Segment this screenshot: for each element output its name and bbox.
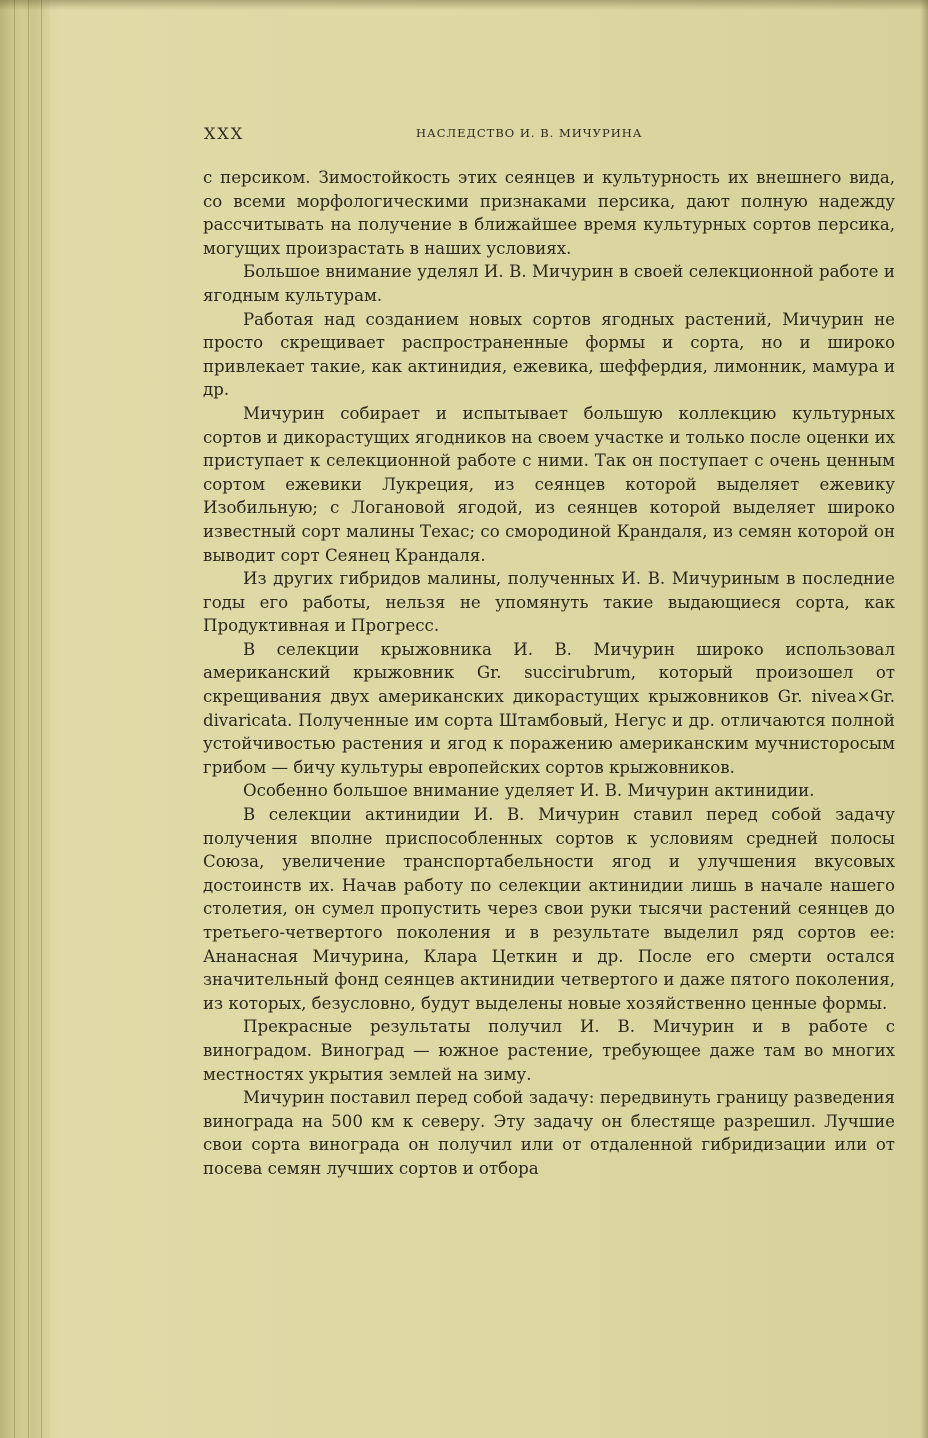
right-edge-shadow	[920, 0, 928, 1438]
body-text	[203, 166, 895, 1181]
paragraph: Прекрасные результаты получил И. В. Мичурин и в работе с виноградом. Виноград — южное растение, требующее даже там во многих местностях укрытия землей на зиму.	[203, 1017, 895, 1084]
page-number: XXX	[204, 124, 245, 143]
paragraph: Большое внимание уделял И. В. Мичурин в своей селекционной работе и ягодным культурам.	[203, 262, 895, 305]
paragraph: В селекции крыжовника И. В. Мичурин широко использовал американский крыжовник Gr. succirubrum, который произошел от скрещивания двух американских дикорастущих крыжовников Gr. nivea×Gr. divaricata. Полученные им сорта Штамбовый, Негус и др. отличаются полной устойчивостью растения и ягод к поражению американским мучнисторосым грибом — бичу культуры европейских сортов крыжовников.	[203, 639, 895, 777]
paragraph: Мичурин поставил перед собой задачу: передвинуть границу разведения винограда на 500 км к северу. Эту задачу он блестяще разрешил. Лучшие свои сорта винограда он получил или от отдаленной гибридизации или от посева семян лучших сортов и отбора	[203, 1088, 895, 1178]
paragraph: В селекции актинидии И. В. Мичурин ставил перед собой задачу получения вполне приспособленных сортов к условиям средней полосы Союза, увеличение транспортабельности ягод и улучшения вкусовых достоинств их. Начав работу по селекции актинидии лишь в начале нашего столетия, он сумел пропустить через свои руки тысячи растений сеянцев до третьего-четвертого поколения и в результате выделил ряд сортов ее: Ананасная Мичурина, Клара Цеткин и др. После его смерти остался значительный фонд сеянцев актинидии четвертого и даже пятого поколения, из которых, безусловно, будут выделены новые хозяйственно ценные формы.	[203, 805, 895, 1013]
binding-line	[41, 0, 42, 1438]
running-head	[204, 124, 690, 144]
binding-line	[28, 0, 29, 1438]
paragraph: Из других гибридов малины, полученных И. В. Мичуриным в последние годы его работы, нельзя не упомянуть такие выдающиеся сорта, как Продуктивная и Прогресс.	[203, 569, 895, 636]
paragraph: Мичурин собирает и испытывает большую коллекцию культурных сортов и дикорастущих ягодников на своем участке и только после оценки их приступает к селекционной работе с ними. Так он поступает с очень ценным сортом ежевики Лукреция, из сеянцев которой выделяет ежевику Изобильную; с Логановой ягодой, из сеянцев которой выделяет широко известный сорт малины Техас; со смородиной Крандаля, из семян которой он выводит сорт Сеянец Крандаля.	[203, 403, 895, 565]
binding-edge	[0, 0, 50, 1438]
paragraph: с персиком. Зимостойкость этих сеянцев и культурность их внешнего вида, со всеми морфологическими признаками персика, дают полную надежду рассчитывать на получение в ближайшее время культурных сортов персика, могущих произрастать в наших условиях.	[203, 168, 895, 258]
paragraph: Особенно большое внимание уделяет И. В. Мичурин актинидии.	[243, 781, 815, 801]
paragraph: Работая над созданием новых сортов ягодных растений, Мичурин не просто скрещивает распространенные формы и сорта, но и широко привлекает такие, как актинидия, ежевика, шеффердия, лимонник, мамура и др.	[203, 309, 895, 400]
binding-line	[14, 0, 15, 1438]
top-shadow	[0, 0, 928, 10]
running-title: НАСЛЕДСТВО И. В. МИЧУРИНА	[416, 126, 643, 140]
